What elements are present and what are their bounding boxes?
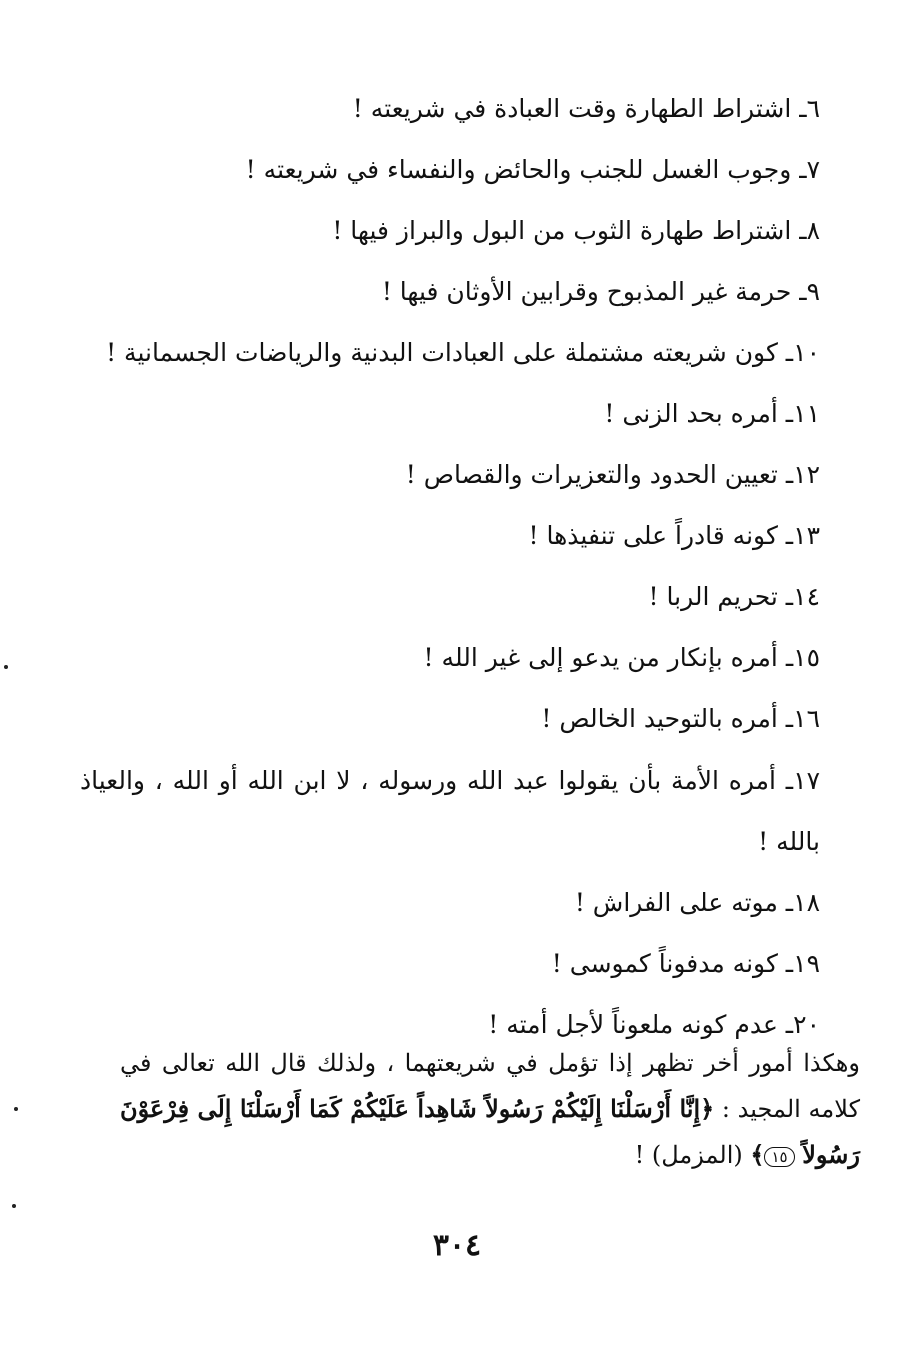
list-item: ١٣ـ كونه قادراً على تنفيذها ! [528,521,820,550]
conclusion-intro: وهكذا أمور أخر تظهر إذا تؤمل في شريعتهما ، ولذلك قال الله تعالى في كلامه المجيد : [120,1049,861,1123]
list-item: ١٨ـ موته على الفراش ! [574,888,820,917]
list-item: ١١ـ أمره بحد الزنى ! [604,399,820,428]
list-item: ١٥ـ أمره بإنكار من يدعو إلى غير الله ! [423,643,820,672]
list-item: ١٠ـ كون شريعته مشتملة على العبادات البدنية والرياضات الجسمانية ! [106,338,820,367]
list-item: ١٧ـ أمره الأمة بأن يقولوا عبد الله ورسوله ، لا ابن الله أو الله ، والعياذ بالله ! [80,766,820,856]
list-item: ٨ـ اشتراط طهارة الثوب من البول والبراز فيها ! [332,216,820,245]
list-item: ١٤ـ تحريم الربا ! [648,582,820,611]
list-item: ١٦ـ أمره بالتوحيد الخالص ! [541,704,820,733]
scan-speck [12,1204,16,1208]
scan-speck [4,665,8,669]
list-item: ٢٠ـ عدم كونه ملعوناً لأجل أمته ! [488,1010,820,1039]
scan-speck [14,1107,18,1111]
quran-verse: ﴿إِنَّا أَرْسَلْنَا إِلَيْكُمْ رَسُولاً شَاهِداً عَلَيْكُمْ كَمَا أَرْسَلْنَا إِلَى فِرْعَوْنَ رَسُولاً [120,1094,860,1169]
numbered-list [60,92,820,1069]
list-item: ٦ـ اشتراط الطهارة وقت العبادة في شريعته ! [352,94,820,123]
list-item: ١٩ـ كونه مدفوناً كموسى ! [551,949,820,978]
list-item: ٩ـ حرمة غير المذبوح وقرابين الأوثان فيها ! [381,277,820,306]
verse-source: (المزمل) ! [634,1141,743,1169]
conclusion-paragraph [120,1040,860,1178]
list-item: ١٢ـ تعيين الحدود والتعزيرات والقصاص ! [405,460,820,489]
page-number: ٣٠٤ [432,1228,482,1263]
ayah-number: ١٥ [764,1147,794,1167]
verse-close: ﴾ [750,1140,765,1169]
list-item: ٧ـ وجوب الغسل للجنب والحائض والنفساء في شريعته ! [245,155,820,184]
